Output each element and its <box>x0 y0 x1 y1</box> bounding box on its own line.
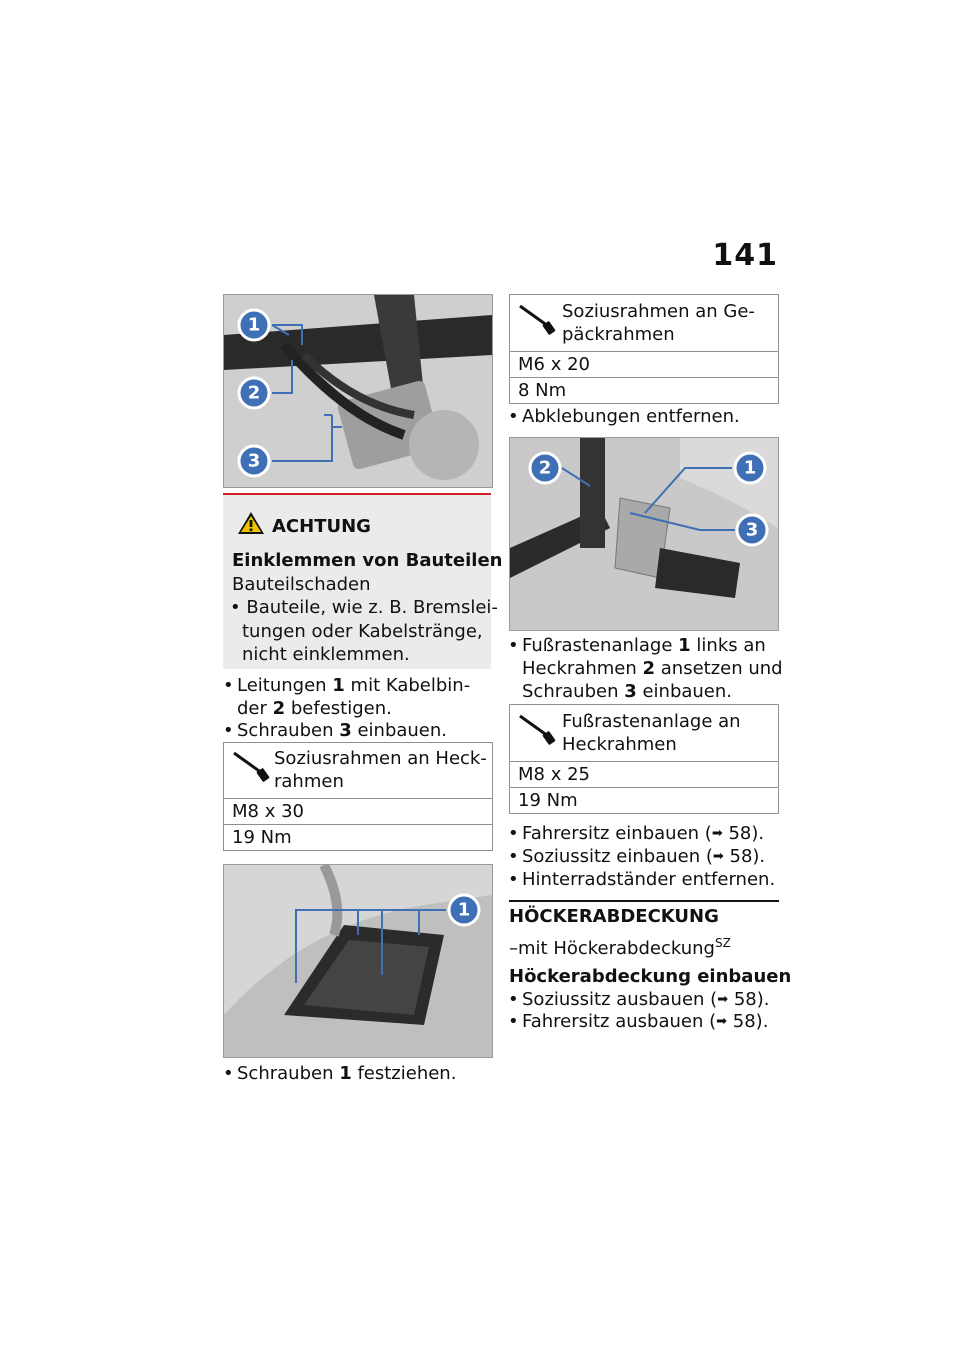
torque-wrench-icon <box>518 712 556 746</box>
callout-label: 2 <box>538 457 552 479</box>
step-remove-rider-seat: • Fahrersitz ausbauen (➡ 58). <box>522 1010 768 1033</box>
callout-label: 1 <box>743 457 757 479</box>
step-install-rider-seat: • Fahrersitz einbauen (➡ 58). <box>522 822 764 845</box>
step-remove-stand: • Hinterradständer entfernen. <box>522 868 775 891</box>
page-reference-arrow-icon: ➡ <box>712 849 724 864</box>
section-divider <box>509 900 779 902</box>
callout-label: 2 <box>247 382 261 404</box>
torque-table-name: Fußrastenanlage an <box>562 711 741 732</box>
torque-wrench-icon <box>232 749 270 783</box>
torque-table-luggage-frame <box>509 294 779 404</box>
torque-table-header <box>510 295 778 352</box>
step-footrest-line2: Heckrahmen 2 ansetzen und <box>522 658 783 679</box>
step-screws: • Schrauben 3 einbauen. <box>237 719 447 742</box>
callout-label: 1 <box>457 899 471 921</box>
torque-table-name: Soziusrahmen an Ge- <box>562 301 755 322</box>
torque-table-header <box>224 743 492 799</box>
callout-label: 3 <box>745 519 759 541</box>
torque-thread: M8 x 30 <box>224 799 492 825</box>
equipment-option: –mit Höckerabdeckung$^{SZ}$ <box>509 936 731 959</box>
torque-thread: M6 x 20 <box>510 352 778 378</box>
step-cables-line2: der 2 befestigen. <box>237 698 392 719</box>
warning-instruction-line: tungen oder Kabelstränge, <box>242 621 483 642</box>
torque-wrench-icon <box>518 302 556 336</box>
subsection-title: Höckerabdeckung einbauen <box>509 966 792 987</box>
warning-consequence: Bauteilschaden <box>232 574 371 595</box>
torque-value: 19 Nm <box>518 790 578 811</box>
figure-rear-frame-screws <box>223 864 493 1058</box>
warning-title: ACHTUNG <box>272 516 371 537</box>
callout-label: 1 <box>247 314 261 336</box>
section-title: HÖCKERABDECKUNG <box>509 906 719 927</box>
torque-table-name: Heckrahmen <box>562 734 677 755</box>
torque-thread: M8 x 25 <box>510 762 778 788</box>
page-reference-arrow-icon: ➡ <box>717 992 729 1007</box>
figure-footrest <box>509 437 779 631</box>
warning-instruction-line: Bauteile, wie z. B. Bremslei- <box>246 597 498 618</box>
warning-instruction: • Bauteile, wie z. B. Bremslei- <box>230 597 498 618</box>
torque-value: 8 Nm <box>518 380 567 401</box>
step-tighten: • Schrauben 1 festziehen. <box>237 1062 456 1085</box>
page-reference-arrow-icon: ➡ <box>711 826 723 841</box>
step-install-passenger-seat: • Soziussitz einbauen (➡ 58). <box>522 845 765 868</box>
warning-instruction-line: nicht einklemmen. <box>242 644 410 665</box>
step-remove-tape: • Abklebungen entfernen. <box>522 405 740 428</box>
torque-table-name: Soziusrahmen an Heck- <box>274 748 487 769</box>
torque-table-header <box>510 705 778 762</box>
callout-label: 3 <box>247 450 261 472</box>
torque-table-name: rahmen <box>274 771 344 792</box>
torque-table-name: päckrahmen <box>562 324 675 345</box>
torque-table-footrest <box>509 704 779 814</box>
step-footrest-line3: Schrauben 3 einbauen. <box>522 681 733 702</box>
warning-heading: Einklemmen von Bauteilen <box>232 550 503 571</box>
page-number: 141 <box>712 238 778 273</box>
step-footrest: • Fußrastenanlage 1 links an <box>522 634 766 657</box>
figure-cable-routing <box>223 294 493 488</box>
torque-value: 19 Nm <box>232 827 292 848</box>
step-remove-passenger-seat: • Soziussitz ausbauen (➡ 58). <box>522 988 769 1011</box>
torque-table-rear-frame <box>223 742 493 851</box>
step-cables: • Leitungen 1 mit Kabelbin- <box>237 674 470 697</box>
page-reference-arrow-icon: ➡ <box>716 1014 728 1029</box>
warning-triangle-icon <box>237 510 265 536</box>
